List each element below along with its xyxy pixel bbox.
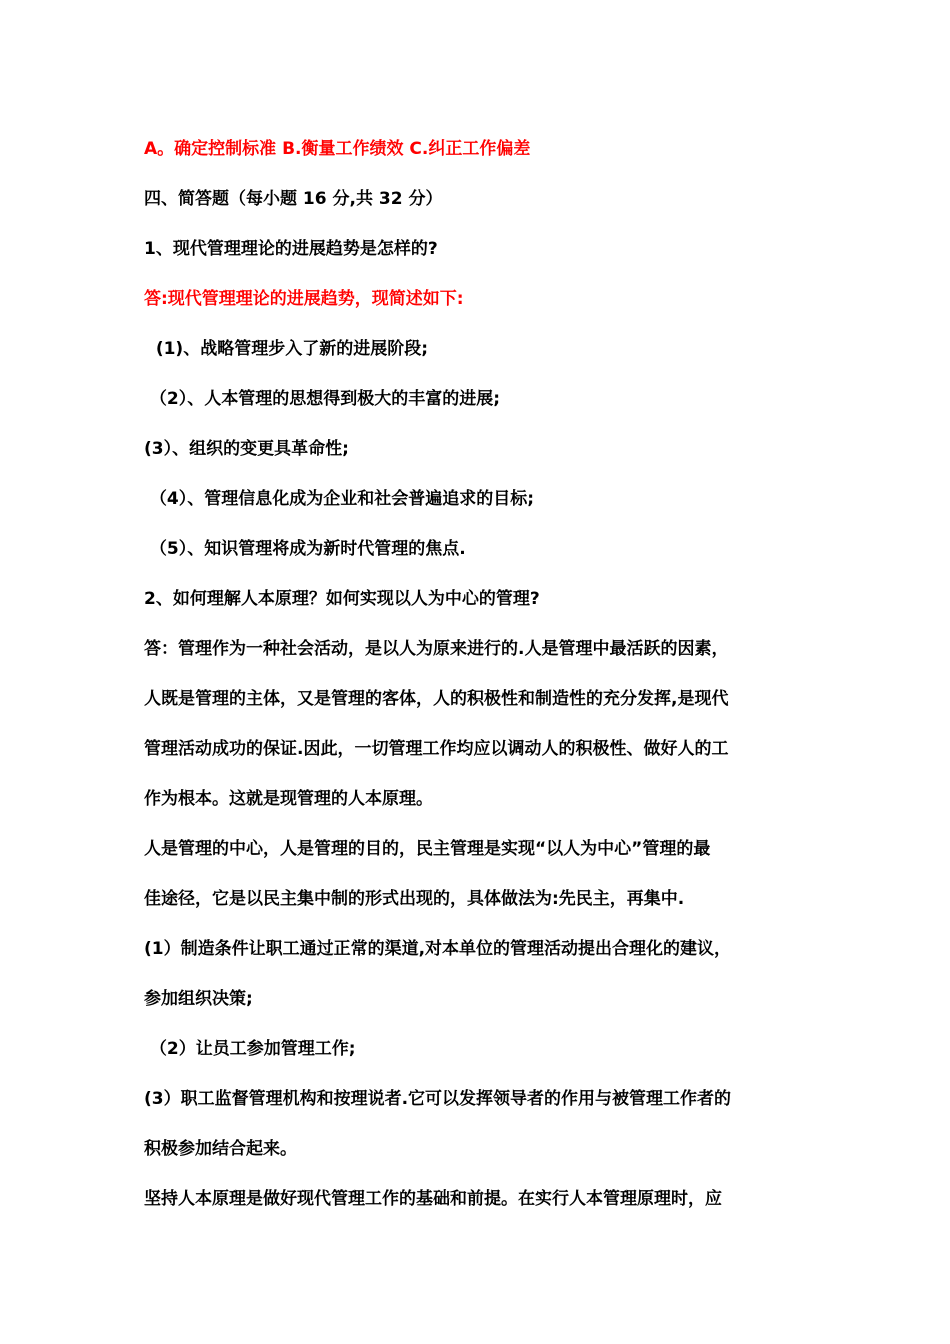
answer-2-item-1-line-1: (1）制造条件让职工通过正常的渠道,对本单位的管理活动提出合理化的建议，	[144, 939, 732, 959]
answer-2-line-1: 答：管理作为一种社会活动，是以人为原来进行的.人是管理中最活跃的因素，	[144, 639, 729, 659]
answer-2-line-2: 人既是管理的主体，又是管理的客体，人的积极性和制造性的充分发挥,是现代	[144, 689, 729, 709]
answer-2-line-6: 佳途径，它是以民主集中制的形式出现的，具体做法为:先民主，再集中.	[144, 889, 685, 909]
document-page	[144, 137, 814, 1212]
answer-options-line: A。确定控制标准 B.衡量工作绩效 C.纠正工作偏差	[144, 139, 531, 159]
answer-2-item-3-line-1: (3）职工监督管理机构和按理说者.它可以发挥领导者的作用与被管理工作者的	[144, 1089, 732, 1109]
answer-1-item-5: （5）、知识管理将成为新时代管理的焦点.	[144, 539, 466, 559]
answer-1-item-3: (3）、组织的变更具革命性;	[144, 439, 349, 459]
answer-1-item-4: （4）、管理信息化成为企业和社会普遍追求的目标;	[144, 489, 535, 509]
answer-2-item-3-line-2: 积极参加结合起来。	[144, 1139, 297, 1159]
answer-1-intro: 答:现代管理理论的进展趋势，现简述如下:	[144, 289, 464, 309]
answer-2-line-3: 管理活动成功的保证.因此，一切管理工作均应以调动人的积极性、做好人的工	[144, 739, 729, 759]
answer-1-item-2: （2）、人本管理的思想得到极大的丰富的进展;	[144, 389, 501, 409]
answer-2-item-2: （2）让员工参加管理工作;	[144, 1039, 356, 1059]
answer-2-line-5: 人是管理的中心，人是管理的目的，民主管理是实现“以人为中心”管理的最	[144, 839, 711, 859]
section-heading: 四、简答题（每小题 16 分,共 32 分）	[144, 189, 443, 209]
answer-1-item-1: (1)、战略管理步入了新的进展阶段;	[144, 339, 429, 359]
answer-2-line-7: 坚持人本原理是做好现代管理工作的基础和前提。在实行人本管理原理时，应	[144, 1189, 722, 1209]
question-2: 2、如何理解人本原理？如何实现以人为中心的管理?	[144, 589, 540, 609]
answer-2-item-1-line-2: 参加组织决策;	[144, 989, 253, 1009]
answer-2-line-4: 作为根本。这就是现管理的人本原理。	[144, 789, 433, 809]
question-1: 1、现代管理理论的进展趋势是怎样的?	[144, 239, 438, 259]
